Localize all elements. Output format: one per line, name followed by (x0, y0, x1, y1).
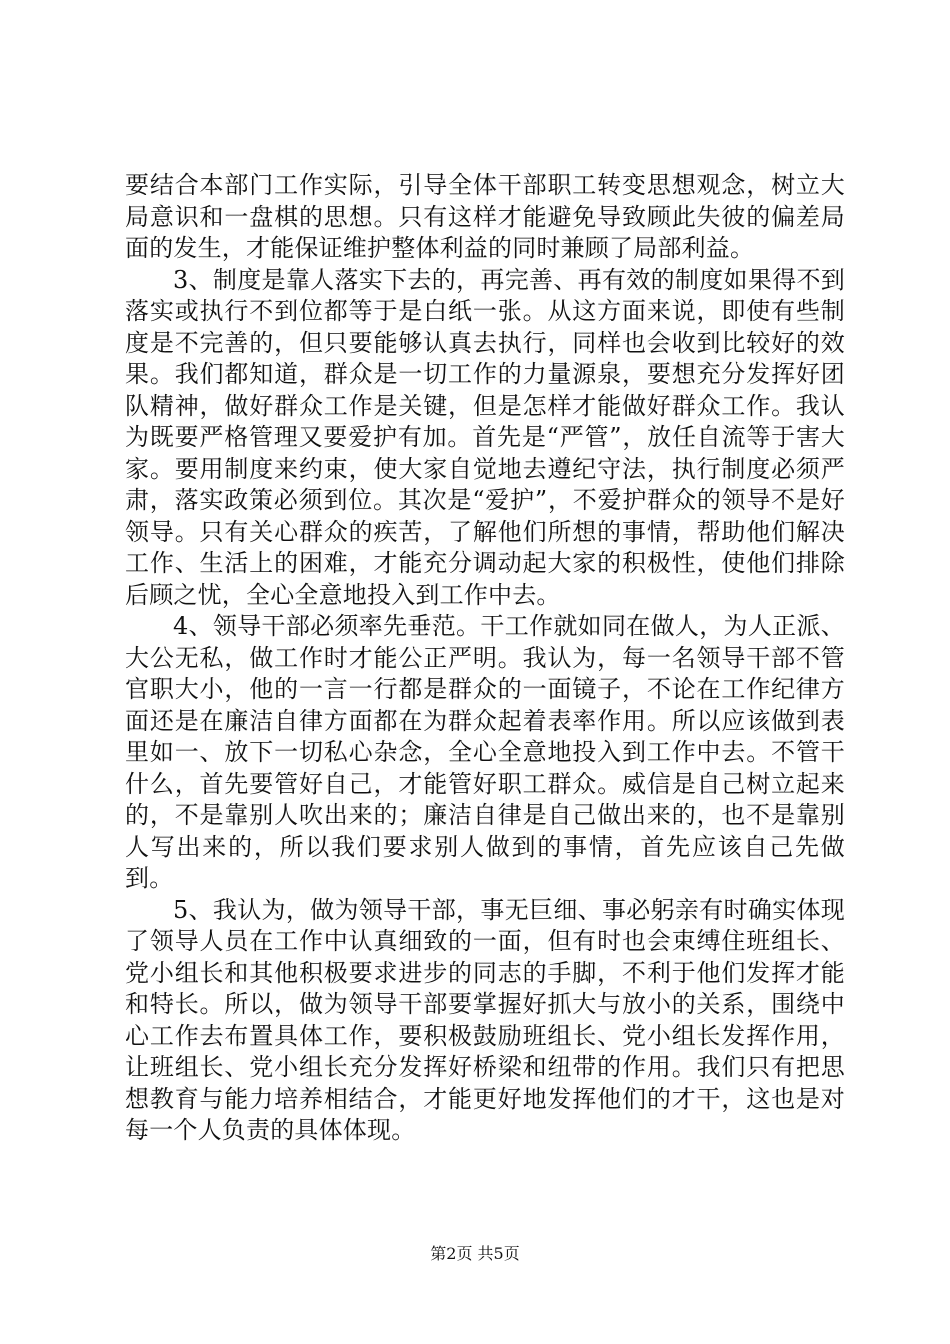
paragraph-item-5: 5、我认为，做为领导干部，事无巨细、事必躬亲有时确实体现了领导人员在工作中认真细致的一面，但有时也会束缚住班组长、党小组长和其他积极要求进步的同志的手脚，不利于他们发挥才能和特长。所以，做为领导干部要掌握好抓大与放小的关系，围绕中心工作去布置具体工作，要积极鼓励班组长、党小组长发挥作用，让班组长、党小组长充分发挥好桥梁和纽带的作用。我们只有把思想教育与能力培养相结合，才能更好地发挥他们的才干，这也是对每一个人负责的具体体现。 (125, 895, 845, 1144)
page-number-footer: 第2页 共5页 (430, 1244, 520, 1263)
document-body (125, 170, 845, 1147)
paragraph-item-4: 4、领导干部必须率先垂范。干工作就如同在做人，为人正派、大公无私，做工作时才能公正严明。我认为，每一名领导干部不管官职大小，他的一言一行都是群众的一面镜子，不论在工作纪律方面还是在廉洁自律方面都在为群众起着表率作用。所以应该做到表里如一、放下一切私心杂念，全心全意地投入到工作中去。不管干什么，首先要管好自己，才能管好职工群众。威信是自己树立起来的，不是靠别人吹出来的；廉洁自律是自己做出来的，也不是靠别人写出来的，所以我们要求别人做到的事情，首先应该自己先做到。 (125, 612, 845, 892)
paragraph-continuation: 要结合本部门工作实际，引导全体干部职工转变思想观念，树立大局意识和一盘棋的思想。只有这样才能避免导致顾此失彼的偏差局面的发生，才能保证维护整体利益的同时兼顾了局部利益。 (125, 171, 845, 262)
paragraph-item-3: 3、制度是靠人落实下去的，再完善、再有效的制度如果得不到落实或执行不到位都等于是白纸一张。从这方面来说，即使有些制度是不完善的，但只要能够认真去执行，同样也会收到比较好的效果。我们都知道，群众是一切工作的力量源泉，要想充分发挥好团队精神，做好群众工作是关键，但是怎样才能做好群众工作。我认为既要严格管理又要爱护有加。首先是“严管”，放任自流等于害大家。要用制度来约束，使大家自觉地去遵纪守法，执行制度必须严肃，落实政策必须到位。其次是“爱护”，不爱护群众的领导不是好领导。只有关心群众的疾苦，了解他们所想的事情，帮助他们解决工作、生活上的困难，才能充分调动起大家的积极性，使他们排除后顾之忧，全心全意地投入到工作中去。 (125, 265, 845, 609)
